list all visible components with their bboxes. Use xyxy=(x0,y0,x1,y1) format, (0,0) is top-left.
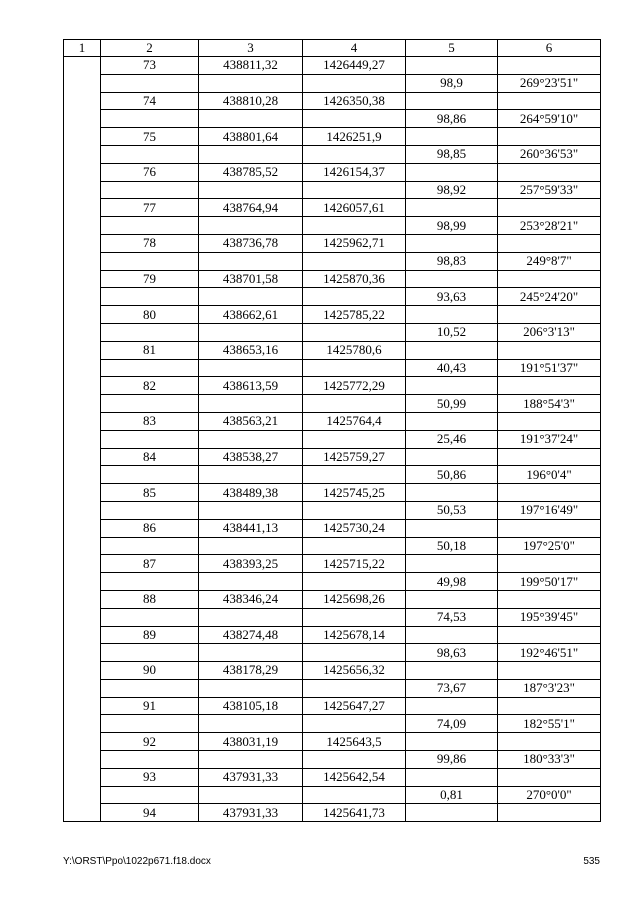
point-x: 438785,52 xyxy=(199,163,303,181)
point-row xyxy=(64,519,601,537)
segment-col3-blank xyxy=(199,395,303,413)
point-number: 78 xyxy=(101,234,199,252)
segment-col3-blank xyxy=(199,573,303,591)
point-number: 75 xyxy=(101,128,199,146)
segment-col3-blank xyxy=(199,501,303,519)
point-number: 87 xyxy=(101,555,199,573)
segment-col4-blank xyxy=(303,288,406,306)
point-row xyxy=(64,804,601,822)
segment-row xyxy=(64,323,601,341)
coordinates-table xyxy=(63,39,601,822)
segment-row xyxy=(64,501,601,519)
segment-direction-angle: 195°39'45" xyxy=(498,608,601,626)
segment-row xyxy=(64,395,601,413)
segment-direction-angle: 245°24'20" xyxy=(498,288,601,306)
point-y: 1426350,38 xyxy=(303,92,406,110)
segment-col4-blank xyxy=(303,679,406,697)
point-x: 438178,29 xyxy=(199,662,303,680)
segment-length: 10,52 xyxy=(406,323,498,341)
segment-direction-angle: 257°59'33" xyxy=(498,181,601,199)
point-y: 1425642,54 xyxy=(303,768,406,786)
point-col5-blank xyxy=(406,662,498,680)
point-col5-blank xyxy=(406,412,498,430)
segment-row xyxy=(64,252,601,270)
point-row xyxy=(64,768,601,786)
point-y: 1426057,61 xyxy=(303,199,406,217)
point-x: 438653,16 xyxy=(199,341,303,359)
point-number: 94 xyxy=(101,804,199,822)
segment-col4-blank xyxy=(303,751,406,769)
point-col6-blank xyxy=(498,448,601,466)
point-col5-blank xyxy=(406,448,498,466)
segment-length: 25,46 xyxy=(406,430,498,448)
segment-row xyxy=(64,145,601,163)
point-col5-blank xyxy=(406,768,498,786)
segment-length: 98,99 xyxy=(406,217,498,235)
point-number: 93 xyxy=(101,768,199,786)
segment-col2-blank xyxy=(101,786,199,804)
point-number: 84 xyxy=(101,448,199,466)
segment-row xyxy=(64,644,601,662)
point-col5-blank xyxy=(406,163,498,181)
segment-direction-angle: 188°54'3" xyxy=(498,395,601,413)
point-col5-blank xyxy=(406,626,498,644)
segment-col2-blank xyxy=(101,608,199,626)
segment-col3-blank xyxy=(199,430,303,448)
segment-row xyxy=(64,74,601,92)
segment-col3-blank xyxy=(199,181,303,199)
segment-direction-angle: 199°50'17" xyxy=(498,573,601,591)
segment-direction-angle: 197°25'0" xyxy=(498,537,601,555)
segment-row xyxy=(64,217,601,235)
segment-col3-blank xyxy=(199,217,303,235)
segment-direction-angle: 206°3'13" xyxy=(498,323,601,341)
segment-row xyxy=(64,751,601,769)
point-col6-blank xyxy=(498,234,601,252)
segment-col2-blank xyxy=(101,466,199,484)
segment-col4-blank xyxy=(303,608,406,626)
point-row xyxy=(64,92,601,110)
point-col6-blank xyxy=(498,484,601,502)
segment-row xyxy=(64,608,601,626)
segment-col2-blank xyxy=(101,252,199,270)
segment-row xyxy=(64,537,601,555)
point-x: 438031,19 xyxy=(199,733,303,751)
segment-col3-blank xyxy=(199,644,303,662)
point-y: 1425656,32 xyxy=(303,662,406,680)
segment-length: 50,99 xyxy=(406,395,498,413)
segment-col3-blank xyxy=(199,751,303,769)
segment-col3-blank xyxy=(199,466,303,484)
segment-row xyxy=(64,110,601,128)
segment-length: 74,53 xyxy=(406,608,498,626)
point-col6-blank xyxy=(498,590,601,608)
point-number: 76 xyxy=(101,163,199,181)
point-y: 1425745,25 xyxy=(303,484,406,502)
point-y: 1425678,14 xyxy=(303,626,406,644)
point-y: 1425698,26 xyxy=(303,590,406,608)
point-col5-blank xyxy=(406,341,498,359)
segment-row xyxy=(64,466,601,484)
point-col6-blank xyxy=(498,733,601,751)
point-x: 438701,58 xyxy=(199,270,303,288)
point-x: 438811,32 xyxy=(199,57,303,75)
point-x: 438613,59 xyxy=(199,377,303,395)
point-col5-blank xyxy=(406,234,498,252)
point-col6-blank xyxy=(498,199,601,217)
segment-col4-blank xyxy=(303,145,406,163)
header-cell-3: 3 xyxy=(199,40,303,57)
footer-page-number: 535 xyxy=(583,856,600,867)
segment-col3-blank xyxy=(199,715,303,733)
segment-direction-angle: 197°16'49" xyxy=(498,501,601,519)
point-y: 1426154,37 xyxy=(303,163,406,181)
point-col6-blank xyxy=(498,270,601,288)
point-row xyxy=(64,163,601,181)
segment-direction-angle: 270°0'0" xyxy=(498,786,601,804)
header-cell-5: 5 xyxy=(406,40,498,57)
segment-length: 50,18 xyxy=(406,537,498,555)
segment-direction-angle: 269°23'51" xyxy=(498,74,601,92)
segment-col4-blank xyxy=(303,715,406,733)
point-x: 438105,18 xyxy=(199,697,303,715)
segment-col3-blank xyxy=(199,110,303,128)
point-number: 91 xyxy=(101,697,199,715)
segment-row xyxy=(64,430,601,448)
point-x: 438764,94 xyxy=(199,199,303,217)
point-col5-blank xyxy=(406,270,498,288)
segment-direction-angle: 196°0'4" xyxy=(498,466,601,484)
segment-col4-blank xyxy=(303,217,406,235)
segment-direction-angle: 192°46'51" xyxy=(498,644,601,662)
point-col5-blank xyxy=(406,733,498,751)
segment-col2-blank xyxy=(101,323,199,341)
segment-col2-blank xyxy=(101,217,199,235)
segment-length: 98,9 xyxy=(406,74,498,92)
point-row xyxy=(64,377,601,395)
point-col6-blank xyxy=(498,697,601,715)
header-cell-2: 2 xyxy=(101,40,199,57)
segment-col2-blank xyxy=(101,751,199,769)
point-x: 438393,25 xyxy=(199,555,303,573)
point-col6-blank xyxy=(498,519,601,537)
segment-col4-blank xyxy=(303,537,406,555)
segment-length: 73,67 xyxy=(406,679,498,697)
segment-col3-blank xyxy=(199,323,303,341)
segment-length: 93,63 xyxy=(406,288,498,306)
point-row xyxy=(64,448,601,466)
point-col6-blank xyxy=(498,306,601,324)
segment-col4-blank xyxy=(303,786,406,804)
segment-col4-blank xyxy=(303,110,406,128)
point-y: 1425785,22 xyxy=(303,306,406,324)
point-x: 438563,21 xyxy=(199,412,303,430)
header-cell-1: 1 xyxy=(64,40,101,57)
segment-col4-blank xyxy=(303,252,406,270)
segment-length: 98,92 xyxy=(406,181,498,199)
point-row xyxy=(64,590,601,608)
point-y: 1425764,4 xyxy=(303,412,406,430)
point-x: 438441,13 xyxy=(199,519,303,537)
point-x: 438662,61 xyxy=(199,306,303,324)
segment-col4-blank xyxy=(303,466,406,484)
point-row xyxy=(64,626,601,644)
segment-col2-blank xyxy=(101,359,199,377)
segment-col2-blank xyxy=(101,110,199,128)
segment-direction-angle: 249°8'7" xyxy=(498,252,601,270)
segment-col4-blank xyxy=(303,395,406,413)
segment-direction-angle: 253°28'21" xyxy=(498,217,601,235)
point-row xyxy=(64,57,601,75)
point-col6-blank xyxy=(498,626,601,644)
segment-col2-blank xyxy=(101,145,199,163)
header-cell-6: 6 xyxy=(498,40,601,57)
point-x: 438736,78 xyxy=(199,234,303,252)
segment-length: 98,85 xyxy=(406,145,498,163)
point-y: 1425962,71 xyxy=(303,234,406,252)
segment-col3-blank xyxy=(199,679,303,697)
segment-col3-blank xyxy=(199,74,303,92)
point-x: 437931,33 xyxy=(199,804,303,822)
point-col6-blank xyxy=(498,57,601,75)
segment-col4-blank xyxy=(303,359,406,377)
segment-row xyxy=(64,715,601,733)
point-col6-blank xyxy=(498,377,601,395)
point-row xyxy=(64,697,601,715)
segment-col2-blank xyxy=(101,395,199,413)
point-number: 90 xyxy=(101,662,199,680)
segment-row xyxy=(64,786,601,804)
point-row xyxy=(64,555,601,573)
segment-row xyxy=(64,573,601,591)
point-number: 77 xyxy=(101,199,199,217)
segment-direction-angle: 191°51'37" xyxy=(498,359,601,377)
point-col5-blank xyxy=(406,804,498,822)
segment-direction-angle: 264°59'10" xyxy=(498,110,601,128)
segment-col2-blank xyxy=(101,537,199,555)
point-y: 1425647,27 xyxy=(303,697,406,715)
point-col6-blank xyxy=(498,92,601,110)
point-x: 438810,28 xyxy=(199,92,303,110)
point-number: 88 xyxy=(101,590,199,608)
segment-length: 99,86 xyxy=(406,751,498,769)
point-row xyxy=(64,306,601,324)
point-number: 79 xyxy=(101,270,199,288)
segment-direction-angle: 191°37'24" xyxy=(498,430,601,448)
segment-col4-blank xyxy=(303,573,406,591)
point-col5-blank xyxy=(406,590,498,608)
point-row xyxy=(64,270,601,288)
header-row xyxy=(64,40,601,57)
point-x: 438346,24 xyxy=(199,590,303,608)
segment-col4-blank xyxy=(303,323,406,341)
point-row xyxy=(64,733,601,751)
column-1-merged-cell xyxy=(64,57,101,822)
segment-col3-blank xyxy=(199,786,303,804)
segment-col3-blank xyxy=(199,288,303,306)
point-row xyxy=(64,199,601,217)
point-col6-blank xyxy=(498,341,601,359)
point-col5-blank xyxy=(406,519,498,537)
point-y: 1425715,22 xyxy=(303,555,406,573)
point-number: 74 xyxy=(101,92,199,110)
point-col5-blank xyxy=(406,484,498,502)
point-row xyxy=(64,412,601,430)
segment-col3-blank xyxy=(199,359,303,377)
point-col5-blank xyxy=(406,555,498,573)
segment-col3-blank xyxy=(199,537,303,555)
segment-row xyxy=(64,359,601,377)
segment-col4-blank xyxy=(303,501,406,519)
point-col5-blank xyxy=(406,377,498,395)
segment-col3-blank xyxy=(199,252,303,270)
point-number: 80 xyxy=(101,306,199,324)
point-row xyxy=(64,128,601,146)
point-y: 1425759,27 xyxy=(303,448,406,466)
footer-file-path: Y:\ORST\Ppo\1022p671.f18.docx xyxy=(63,856,211,867)
segment-row xyxy=(64,679,601,697)
point-x: 438489,38 xyxy=(199,484,303,502)
point-number: 73 xyxy=(101,57,199,75)
segment-col2-blank xyxy=(101,715,199,733)
point-row xyxy=(64,234,601,252)
segment-col3-blank xyxy=(199,608,303,626)
point-col5-blank xyxy=(406,199,498,217)
segment-length: 98,63 xyxy=(406,644,498,662)
point-y: 1426449,27 xyxy=(303,57,406,75)
segment-direction-angle: 187°3'23" xyxy=(498,679,601,697)
segment-length: 50,53 xyxy=(406,501,498,519)
segment-length: 98,83 xyxy=(406,252,498,270)
point-col5-blank xyxy=(406,57,498,75)
segment-length: 50,86 xyxy=(406,466,498,484)
point-y: 1425780,6 xyxy=(303,341,406,359)
point-col6-blank xyxy=(498,555,601,573)
point-col6-blank xyxy=(498,163,601,181)
segment-direction-angle: 180°33'3" xyxy=(498,751,601,769)
segment-col2-blank xyxy=(101,644,199,662)
point-col6-blank xyxy=(498,804,601,822)
segment-length: 49,98 xyxy=(406,573,498,591)
point-y: 1426251,9 xyxy=(303,128,406,146)
segment-direction-angle: 182°55'1" xyxy=(498,715,601,733)
point-col5-blank xyxy=(406,92,498,110)
point-number: 81 xyxy=(101,341,199,359)
segment-col2-blank xyxy=(101,288,199,306)
point-number: 85 xyxy=(101,484,199,502)
segment-col2-blank xyxy=(101,430,199,448)
point-y: 1425643,5 xyxy=(303,733,406,751)
segment-direction-angle: 260°36'53" xyxy=(498,145,601,163)
point-x: 438538,27 xyxy=(199,448,303,466)
point-number: 89 xyxy=(101,626,199,644)
point-col6-blank xyxy=(498,768,601,786)
point-number: 86 xyxy=(101,519,199,537)
point-row xyxy=(64,341,601,359)
segment-col2-blank xyxy=(101,679,199,697)
point-col6-blank xyxy=(498,662,601,680)
point-x: 437931,33 xyxy=(199,768,303,786)
header-cell-4: 4 xyxy=(303,40,406,57)
segment-length: 0,81 xyxy=(406,786,498,804)
segment-length: 74,09 xyxy=(406,715,498,733)
point-number: 82 xyxy=(101,377,199,395)
point-y: 1425730,24 xyxy=(303,519,406,537)
point-y: 1425641,73 xyxy=(303,804,406,822)
point-x: 438274,48 xyxy=(199,626,303,644)
point-number: 83 xyxy=(101,412,199,430)
segment-col4-blank xyxy=(303,181,406,199)
point-y: 1425772,29 xyxy=(303,377,406,395)
segment-col4-blank xyxy=(303,430,406,448)
point-x: 438801,64 xyxy=(199,128,303,146)
point-col6-blank xyxy=(498,128,601,146)
segment-col3-blank xyxy=(199,145,303,163)
segment-col2-blank xyxy=(101,181,199,199)
segment-col2-blank xyxy=(101,573,199,591)
point-y: 1425870,36 xyxy=(303,270,406,288)
segment-col4-blank xyxy=(303,74,406,92)
segment-length: 98,86 xyxy=(406,110,498,128)
point-col5-blank xyxy=(406,697,498,715)
point-number: 92 xyxy=(101,733,199,751)
point-col5-blank xyxy=(406,306,498,324)
segment-row xyxy=(64,288,601,306)
point-col5-blank xyxy=(406,128,498,146)
segment-row xyxy=(64,181,601,199)
point-row xyxy=(64,484,601,502)
segment-col4-blank xyxy=(303,644,406,662)
segment-length: 40,43 xyxy=(406,359,498,377)
point-col6-blank xyxy=(498,412,601,430)
point-row xyxy=(64,662,601,680)
segment-col2-blank xyxy=(101,501,199,519)
segment-col2-blank xyxy=(101,74,199,92)
